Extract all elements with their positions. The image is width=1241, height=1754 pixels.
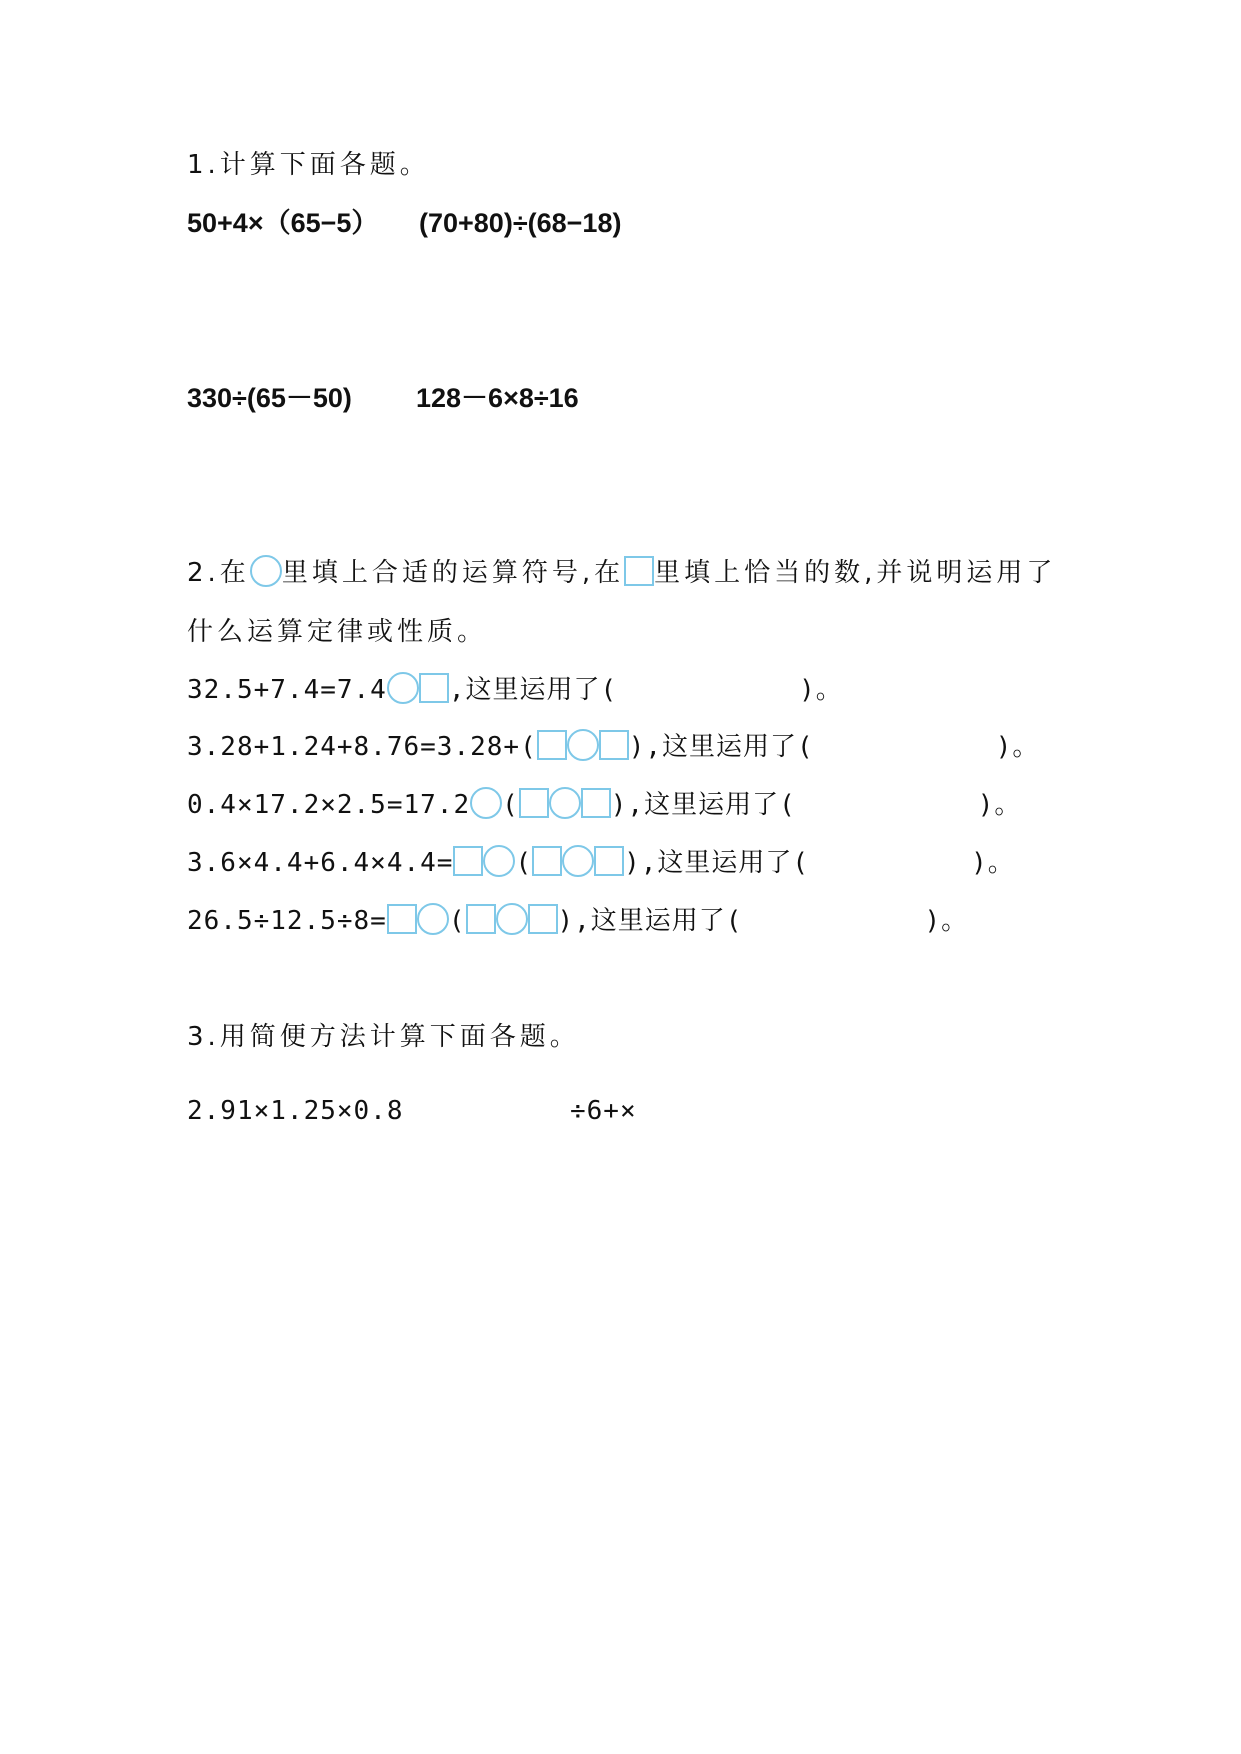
q3-heading: 3.用简便方法计算下面各题。 (187, 1022, 580, 1052)
open-paren: ( (502, 790, 519, 820)
q2-item-2 (187, 727, 1039, 767)
number-blank[interactable] (466, 904, 496, 934)
q1-heading: 1.计算下面各题。 (187, 150, 430, 180)
q2-item-3-expression: 0.4×17.2×2.5=17.2 (187, 790, 471, 820)
q2-heading-part3: 里填上恰当的数,并说明运用了 (654, 558, 1057, 588)
q1-problem-row-1 (187, 203, 622, 243)
operator-blank[interactable] (562, 845, 594, 877)
q2-item-1-expression: 32.5+7.4=7.4 (187, 675, 387, 705)
q2-item-2-close: )。 (995, 732, 1040, 762)
q1-problem-2: (70+80)÷(68−18) (419, 208, 622, 238)
q3-problem-row (187, 1091, 637, 1131)
q2-item-3 (187, 785, 1021, 825)
open-paren: ( (448, 906, 466, 936)
number-blank[interactable] (528, 904, 558, 934)
q1-problem-1: 50+4×（65−5） (187, 208, 379, 238)
operator-blank[interactable] (483, 845, 515, 877)
open-paren: ( (515, 848, 533, 878)
q2-item-1 (187, 670, 843, 710)
number-blank[interactable] (599, 730, 629, 760)
q2-item-3-close: )。 (977, 790, 1022, 820)
q2-heading-line2: 什么运算定律或性质。 (187, 617, 488, 647)
number-blank[interactable] (594, 846, 624, 876)
operator-blank[interactable] (549, 787, 581, 819)
number-blank[interactable] (453, 846, 483, 876)
q2-item-4-prompt: ),这里运用了( (624, 848, 810, 878)
q2-item-5 (187, 901, 968, 941)
q2-item-1-prompt: ,这里运用了( (448, 675, 618, 705)
q2-item-5-prompt: ),这里运用了( (557, 906, 743, 936)
operator-blank[interactable] (387, 672, 419, 704)
q2-item-2-prompt: ),这里运用了( (628, 732, 814, 762)
q3-problem-1: 2.91×1.25×0.8 (187, 1096, 404, 1126)
q2-item-4-close: )。 (971, 848, 1015, 878)
q1-problem-3: 330÷(65－50) (187, 383, 352, 413)
operator-blank[interactable] (496, 903, 528, 935)
number-blank[interactable] (532, 846, 562, 876)
q2-heading (187, 553, 1056, 593)
q2-item-5-expression: 26.5÷12.5÷8= (187, 906, 387, 936)
operator-blank[interactable] (417, 903, 449, 935)
q2-item-5-close: )。 (924, 906, 969, 936)
q2-heading-part2: 里填上合适的运算符号,在 (281, 558, 625, 588)
number-blank[interactable] (419, 673, 449, 703)
q2-item-2-expression: 3.28+1.24+8.76=3.28+( (187, 732, 537, 762)
number-blank[interactable] (519, 788, 549, 818)
q2-item-3-prompt: ),这里运用了( (610, 790, 796, 820)
q2-item-4-expression: 3.6×4.4+6.4×4.4= (187, 848, 454, 878)
number-blank[interactable] (387, 904, 417, 934)
q2-item-4 (187, 843, 1015, 883)
q1-problem-row-2 (187, 378, 579, 418)
number-blank[interactable] (537, 730, 567, 760)
q3-problem-2: ÷6+× (570, 1096, 637, 1126)
q2-heading-part1: 2.在 (187, 558, 250, 588)
q2-item-1-close: )。 (799, 675, 843, 705)
square-blank-icon (624, 556, 654, 586)
number-blank[interactable] (581, 788, 611, 818)
q1-problem-4: 128－6×8÷16 (416, 383, 579, 413)
circle-blank-icon (250, 555, 282, 587)
operator-blank[interactable] (567, 729, 599, 761)
operator-blank[interactable] (470, 787, 502, 819)
